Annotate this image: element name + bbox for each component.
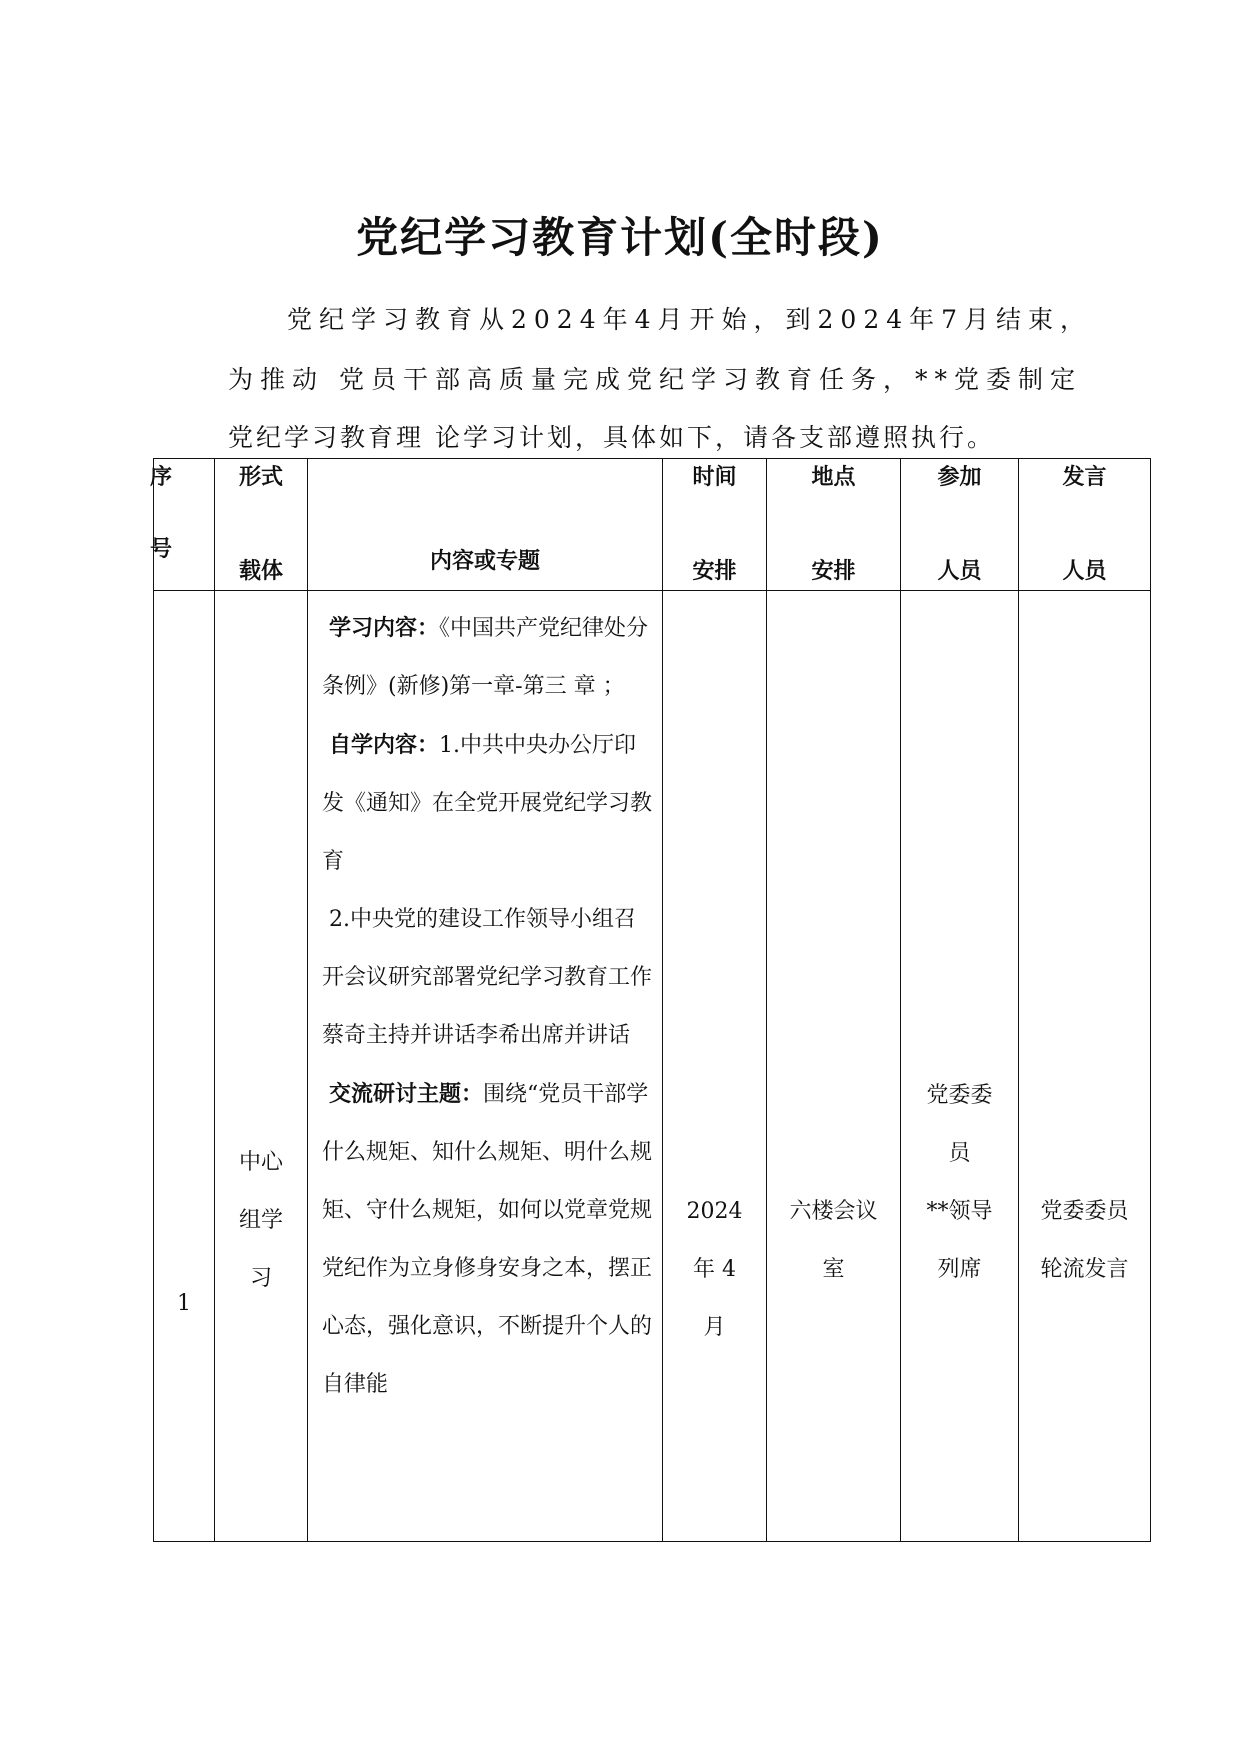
form-line-2: 组学: [238, 1208, 283, 1233]
attendees-line-3: **领导: [926, 1199, 993, 1224]
header-seq: [150, 459, 215, 591]
self-study-text: 1.中共中央办公厅印发《通知》在全党开展党纪学习教育: [322, 733, 653, 874]
cell-place: [767, 591, 901, 1542]
header-attendees-bottom: 人员: [937, 558, 982, 585]
header-attendees-top: 参加: [937, 464, 982, 490]
speakers-line-2: 轮流发言: [1040, 1257, 1129, 1282]
self-study-item-2: 2.中央党的建设工作领导小组召开会议研究部署党纪学习教育工作蔡奇主持并讲话李希出席并讲话: [322, 907, 653, 1048]
header-speakers: [1019, 459, 1151, 591]
content-paragraph-1: [322, 599, 654, 716]
content-paragraph-3: [322, 891, 654, 1065]
study-content-text: 《中国共产党纪律处分条例》(新修)第一章-第三 章 ；: [322, 616, 649, 699]
time-line-2: 年 4: [693, 1257, 736, 1282]
header-content: [308, 459, 663, 591]
header-form-top: 形式: [238, 464, 283, 490]
time-line-1: 2024: [686, 1199, 743, 1224]
attendees-line-2: 员: [948, 1141, 971, 1166]
header-speakers-top: 发言: [1062, 464, 1107, 490]
discussion-topic-text: 围绕“党员干部学什么规矩、知什么规矩、明什么规矩、守什么规矩，如何以党章党规党纪作为立身修身安身之本，摆正心态，强化意识，不断提升个人的自律能: [322, 1082, 653, 1397]
content-paragraph-4: [322, 1065, 654, 1414]
place-line-2: 室: [822, 1257, 845, 1282]
cell-form: [215, 591, 308, 1542]
header-place-bottom: 安排: [811, 558, 856, 585]
intro-line-3: 党纪学习教育理 论学习计划，具体如下，请各支部遵照执行。: [228, 423, 995, 452]
form-line-3: 习: [249, 1266, 272, 1291]
content-paragraph-2: [322, 716, 654, 891]
cell-time: [663, 591, 767, 1542]
page-title: 党纪学习教育计划(全时段): [356, 213, 884, 262]
attendees-line-1: 党委委: [926, 1083, 993, 1108]
study-content-label: 学习内容：: [329, 615, 440, 641]
header-seq-top: 序: [150, 464, 173, 490]
header-seq-bottom: 号: [150, 536, 173, 563]
speakers-line-1: 党委委员: [1040, 1199, 1129, 1224]
cell-attendees: [901, 591, 1019, 1542]
table-header-row: [154, 459, 1151, 591]
header-place: [767, 459, 901, 591]
header-time: [663, 459, 767, 591]
intro-line-2: 为推动 党员干部高质量完成党纪学习教育任务，**党委制定: [228, 365, 1082, 394]
header-place-top: 地点: [811, 464, 856, 490]
header-speakers-bottom: 人员: [1062, 558, 1107, 585]
header-time-bottom: 安排: [692, 558, 737, 585]
place-line-1: 六楼会议: [789, 1199, 878, 1224]
header-content-label: 内容或专题: [429, 548, 540, 574]
content-text: [308, 591, 662, 1541]
study-plan-table: [150, 458, 1151, 1542]
header-form: [215, 459, 308, 591]
seq-value: 1: [177, 1291, 191, 1316]
header-attendees: [901, 459, 1019, 591]
discussion-topic-label: 交流研讨主题：: [329, 1081, 484, 1107]
header-form-bottom: 载体: [238, 558, 283, 585]
cell-content: [308, 591, 663, 1542]
cell-seq: [154, 591, 215, 1542]
form-line-1: 中心: [238, 1150, 283, 1175]
time-line-3: 月: [703, 1315, 726, 1340]
attendees-line-4: 列席: [937, 1257, 982, 1282]
table-row: [154, 591, 1151, 1542]
cell-speakers: [1019, 591, 1151, 1542]
header-time-top: 时间: [692, 464, 737, 490]
intro-line-1: 党纪学习教育从2024年4月开始，到2024年7月结束，: [287, 305, 1093, 334]
self-study-label: 自学内容：: [329, 732, 440, 758]
